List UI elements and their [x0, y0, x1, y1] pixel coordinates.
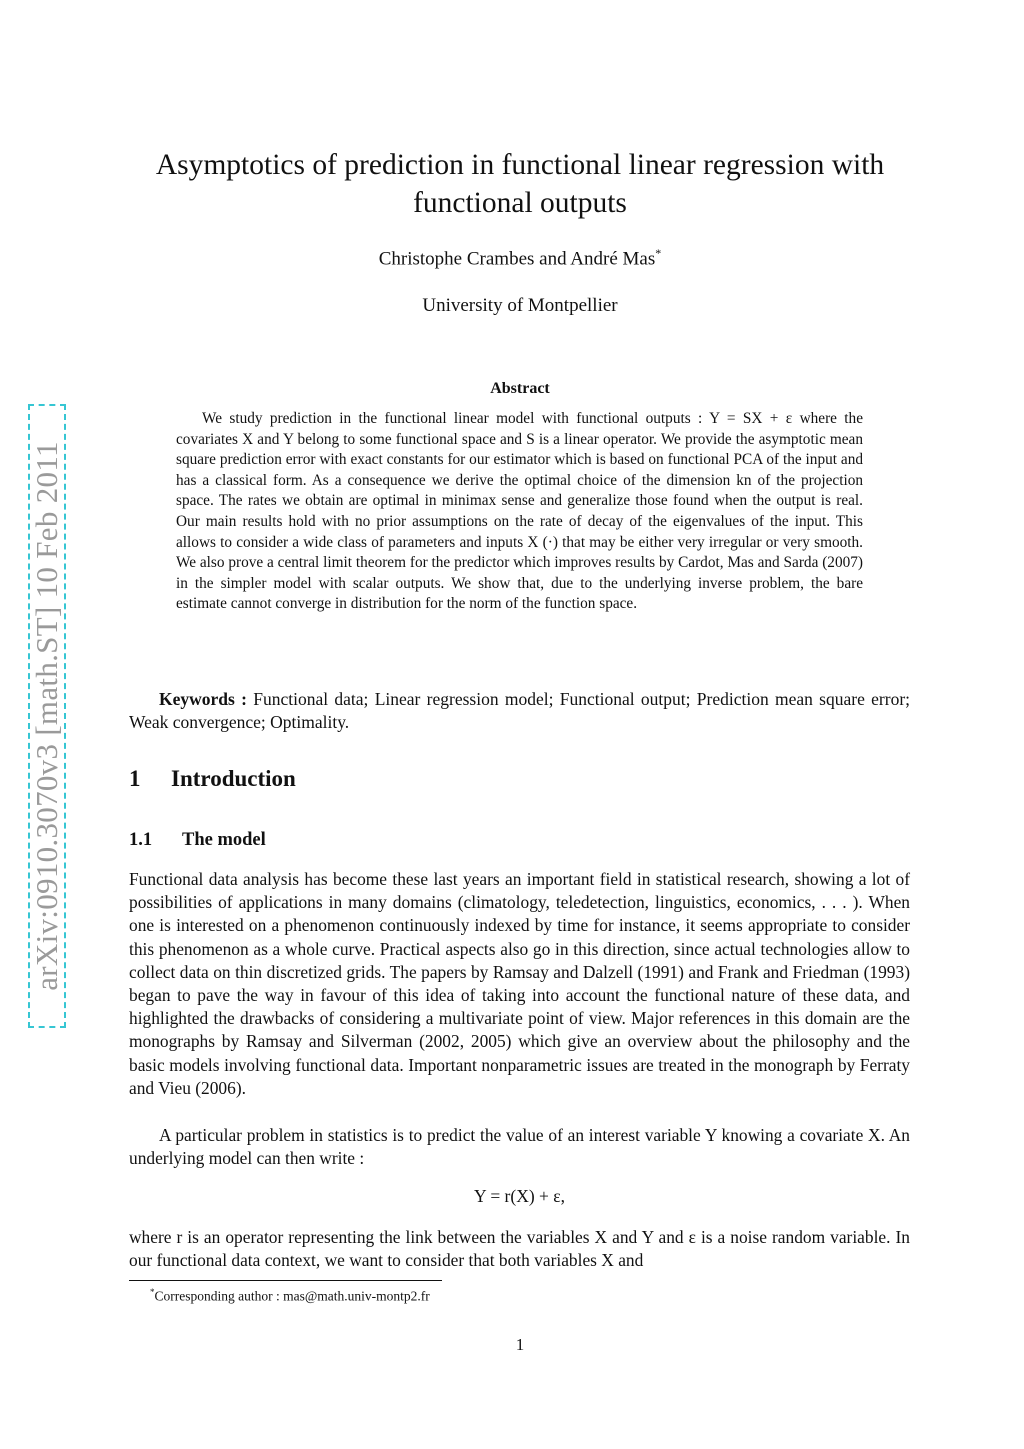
abstract-heading: Abstract [490, 380, 550, 397]
section-title: Introduction [171, 766, 296, 791]
footnote-text: Corresponding author : mas@math.univ-montp2.fr [154, 1288, 430, 1304]
footnote-mark: * [150, 1287, 155, 1297]
section-number: 1 [129, 766, 141, 791]
page-number: 1 [515, 1335, 525, 1354]
keywords-text: Functional data; Linear regression model; Functional output; Prediction mean square error; Weak convergence; Optimality. [129, 689, 911, 732]
keywords-label: Keywords : [159, 689, 247, 709]
arxiv-stamp-text: arXiv:0910.3070v3 [math.ST] 10 Feb 2011 [29, 441, 64, 991]
arxiv-side-stamp [28, 404, 66, 1028]
body-paragraph: where r is an operator representing the link between the variables X and Y and ε is a noise random variable. In our functional data context, we want to consider that both variables X and [129, 1227, 910, 1271]
footnote [150, 1287, 430, 1305]
paper-affiliation: University of Montpellier [422, 295, 618, 316]
abstract-text: We study prediction in the functional linear model with functional outputs : Y = SX + ε where the covariates X and Y belong to some functional space and S is a linear operator. We provide the asymptotic mean square prediction error with exact constants for our estimator which is based on functional PCA of the input and has a classical form. As a consequence we derive the optimal choice of the dimension kn of the projection space. The rates we obtain are optimal in minimax sense and generalize those found when the output is real. Our main results hold with no prior assumptions on the rate of decay of the eigenvalues of the input. This allows to consider a wide class of parameters and inputs X (·) that may be either very irregular or very smooth. We also prove a central limit theorem for the predictor which improves results by Cardot, Mas and Sarda (2007) in the simpler model with scalar outputs. We show that, due to the underlying inverse problem, the bare estimate cannot converge in distribution for the norm of the function space. [176, 410, 863, 613]
keywords [129, 688, 910, 734]
footnote-rule [129, 1280, 442, 1281]
body-paragraph: A particular problem in statistics is to predict the value of an interest variable Y knowing a covariate X. An underlying model can then write : [129, 1125, 910, 1169]
author-names: Christophe Crambes and André Mas [378, 248, 656, 270]
paper-authors [130, 246, 910, 270]
subsection-number: 1.1 [129, 830, 153, 850]
subsection-heading [129, 830, 266, 851]
author-footnote-mark: * [655, 246, 662, 260]
body-paragraph: Functional data analysis has become these last years an important field in statistical research, showing a lot of possibilities of applications in many domains (climatology, teledetection, linguistics, economics, . . . ). When one is interested on a phenomenon continuously indexed by time for instance, it seems appropriate to consider this phenomenon as a whole curve. Practical aspects also go in this direction, since actual technologies allow to collect data on thin discretized grids. The papers by Ramsay and Dalzell (1991) and Frank and Friedman (1993) began to pave the way in favour of this idea of taking into account the functional nature of these data, and highlighted the drawbacks of considering a multivariate point of view. Major references in this domain are the monographs by Ramsay and Silverman (2002, 2005) which give an overview about the philosophy and the basic models involving functional data. Important nonparametric issues are treated in the monograph by Ferraty and Vieu (2006). [129, 869, 910, 1098]
paper-title: Asymptotics of prediction in functional linear regression with functional outputs [155, 149, 885, 219]
display-equation: Y = r(X) + ε, [473, 1186, 566, 1206]
subsection-title: The model [182, 830, 266, 850]
section-heading [129, 766, 296, 792]
